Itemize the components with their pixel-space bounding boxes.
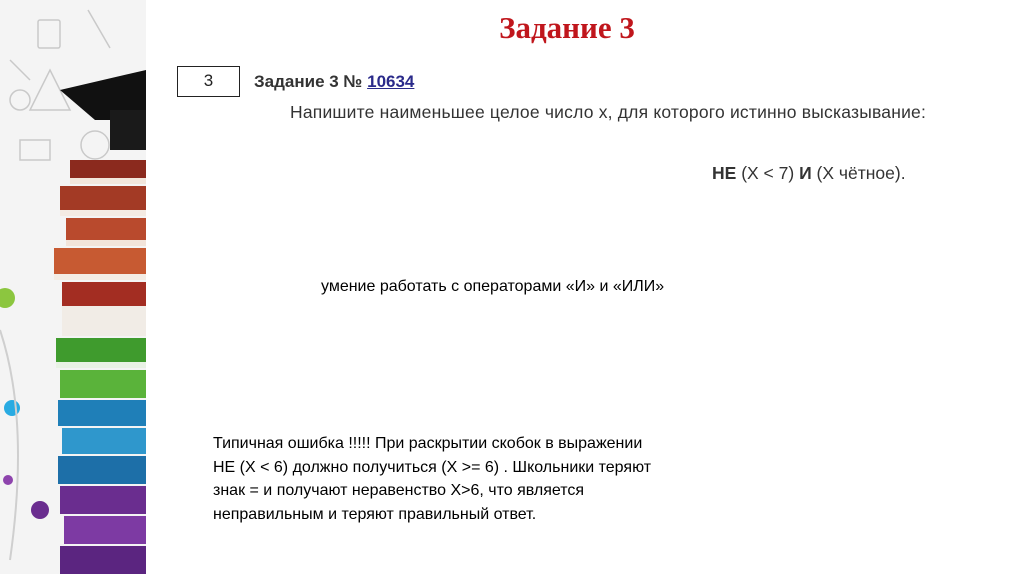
typical-mistake-note (213, 432, 733, 526)
task-formula (712, 163, 906, 184)
task-number-box: 3 (177, 66, 240, 97)
mistake-line: неправильным и теряют правильный ответ. (213, 505, 537, 523)
decorative-books-illustration (0, 0, 146, 574)
task-header (254, 72, 414, 92)
skill-description: умение работать с операторами «И» и «ИЛИ» (321, 278, 665, 295)
formula-not: НЕ (712, 163, 737, 183)
task-header-prefix: Задание 3 № (254, 72, 363, 91)
slide-title: Задание 3 (499, 10, 635, 45)
mistake-line: знак = и получают неравенство X>6, что является (213, 482, 585, 499)
task-statement: Напишите наименьшее целое число x, для которого истинно высказывание: (290, 102, 927, 122)
mistake-line: Типичная ошибка !!!!! При раскрытии скобок в выражении (213, 435, 643, 452)
task-number-link[interactable]: 10634 (367, 72, 415, 91)
formula-part2: (X чётное). (816, 163, 906, 183)
formula-and: И (799, 163, 812, 183)
books-stack-icon (0, 0, 146, 574)
mistake-line: НЕ (X < 6) должно получиться (X >= 6) . Школьники теряют (213, 458, 652, 476)
formula-part1: (X < 7) (741, 163, 795, 183)
